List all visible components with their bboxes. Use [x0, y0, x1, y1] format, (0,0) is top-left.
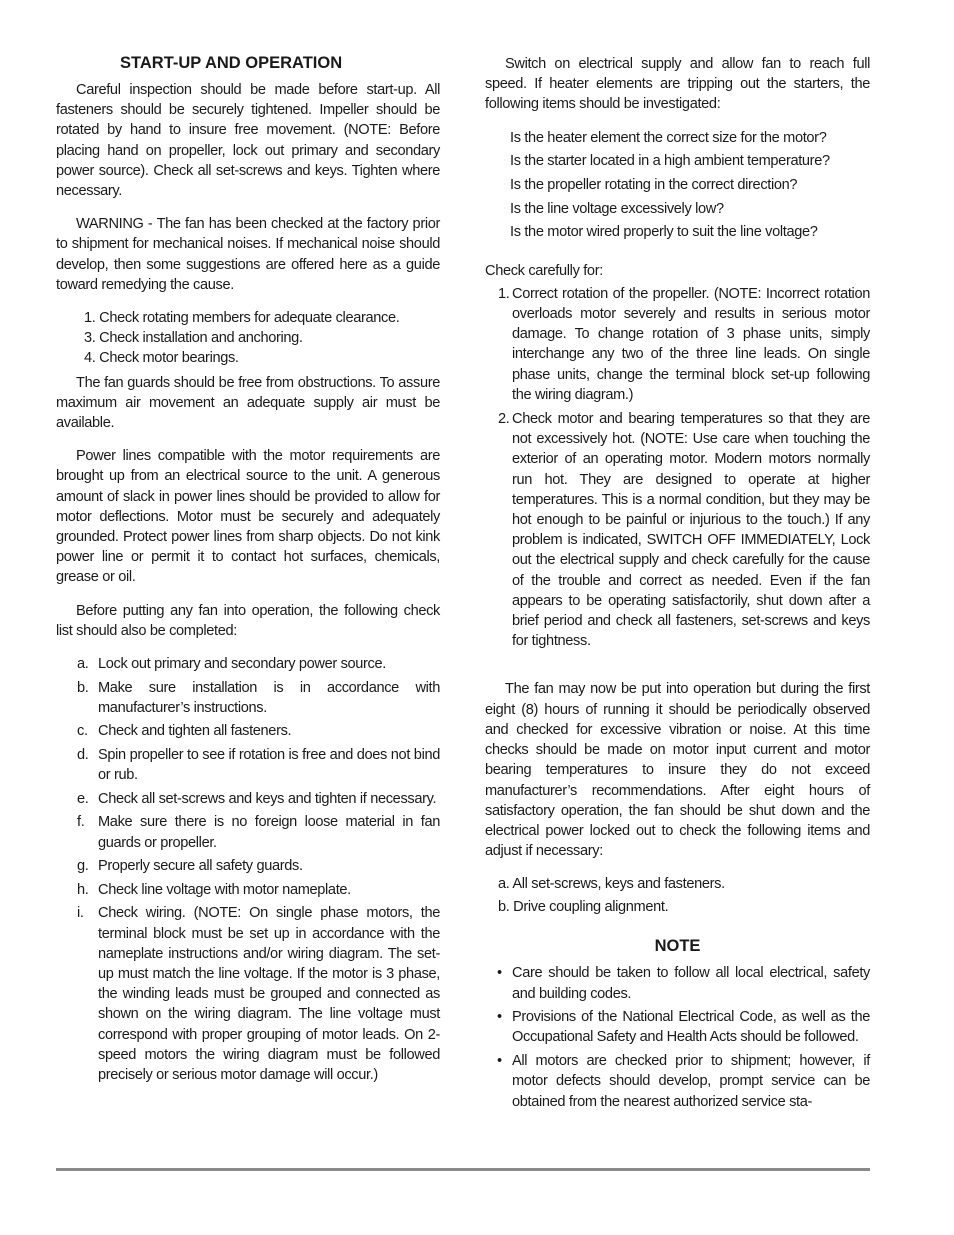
list-item: h. Check line voltage with motor nameplate. [56, 880, 440, 900]
list-marker: a. [77, 656, 89, 673]
list-item: i. Check wiring. (NOTE: On single phase motors, the terminal block must be set up in accordance with the nameplate instructions and/or wiring diagram. The set-up must match the line voltage. If the motor is 3 phase, the winding leads must be grouped and connected as shown on the wiring diagram. The line voltage must correspond with proper grouping of motor leads. On 2-speed motors the wiring diagram must be followed precisely or serious motor damage will occur.) [77, 905, 440, 1084]
list-item: f. Make sure there is no foreign loose material in fan guards or propeller. [77, 814, 440, 851]
list-item: • Care should be taken to follow all local electrical, safety and building codes. [497, 965, 870, 1002]
fan-guards-paragraph: The fan guards should be free from obstructions. To assure maximum air movement an adequate supply air must be available. [56, 374, 440, 432]
noise-check-list [56, 308, 440, 369]
section-heading: START-UP AND OPERATION [120, 54, 343, 72]
check-carefully-label: Check carefully for: [485, 262, 603, 279]
note-list [485, 963, 870, 1111]
investigation-questions [485, 128, 870, 243]
list-marker: 1. [498, 285, 510, 302]
list-item: d. Spin propeller to see if rotation is free and does not bind or rub. [77, 747, 440, 784]
list-item: 1. Correct rotation of the propeller. (NOTE: Incorrect rotation overloads motor severely and results in serious motor damage. To change rotation of 3 phase units, simply interchange any two of the three line leads. On single phase units, change the terminal block set-up following the wiring diagram.) [498, 285, 870, 403]
list-item: Is the propeller rotating in the correct direction? [510, 177, 798, 194]
operation-paragraph: The fan may now be put into operation but during the first eight (8) hours of running it should be periodically observed and checked for excessive vibration or noise. At this time checks should be made on motor input current and motor bearing temperatures to insure they do not exceed manufacturer’s recommendations. After eight hours of satisfactory operation, the fan should be shut down and the electrical power locked out to check the following items and adjust if necessary: [485, 681, 870, 860]
list-marker: g. [77, 858, 89, 875]
list-item: a. Lock out primary and secondary power source. [56, 654, 440, 674]
list-item: • Provisions of the National Electrical Code, as well as the Occupational Safety and Health Acts should be followed. [497, 1009, 870, 1046]
list-item: a. All set-screws, keys and fasteners. [498, 876, 725, 893]
list-item: Is the heater element the correct size for the motor? [510, 129, 827, 146]
bullet-icon: • [497, 1053, 502, 1070]
list-marker: h. [77, 881, 89, 898]
list-item: 2. Check motor and bearing temperatures so that they are not excessively hot. (NOTE: Use care when touching the exterior of an operating motor. Modern motors normally run hot. They are designed to operate at higher temperatures. This is a normal condition, but they may be hot enough to be painful or injurious to the touch.) If any problem is indicated, SWITCH OFF IMMEDIATELY, Lock out the electrical supply and check carefully for the cause of the trouble and correct as needed. Even if the fan appears to be operating satisfactorily, shut down after a brief period and check all fasteners, set-screws and keys for tightness. [498, 411, 870, 650]
inspection-paragraph: Careful inspection should be made before start-up. All fasteners should be securely tightened. Impeller should be rotated by hand to insure free movement. (NOTE: Before placing hand on propeller, lock out primary and secondary power source). Check all set-screws and keys. Tighten where necessary. [56, 82, 440, 200]
list-item: • All motors are checked prior to shipment; however, if motor defects should develop, prompt service can be obtained from the nearest authorized service sta- [497, 1053, 870, 1110]
list-item: Is the line voltage excessively low? [510, 200, 724, 217]
list-marker: e. [77, 790, 89, 807]
bullet-icon: • [497, 1009, 502, 1026]
list-item: Is the starter located in a high ambient temperature? [510, 153, 830, 170]
bullet-icon: • [497, 965, 502, 982]
list-item: b. Make sure installation is in accordance with manufacturer’s instructions. [77, 679, 440, 716]
list-marker: 2. [498, 411, 510, 428]
list-item: 3. Check installation and anchoring. [84, 330, 303, 347]
list-item: Is the motor wired properly to suit the line voltage? [510, 224, 818, 241]
list-item: e. Check all set-screws and keys and tighten if necessary. [56, 789, 440, 809]
checklist-intro-paragraph: Before putting any fan into operation, the following check list should also be completed: [56, 602, 440, 639]
list-marker: i. [77, 905, 84, 922]
list-item: c. Check and tighten all fasteners. [56, 721, 440, 741]
left-column [56, 52, 440, 1089]
list-item: g. Properly secure all safety guards. [56, 856, 440, 876]
list-marker: b. [77, 679, 89, 696]
adjust-list [485, 874, 870, 917]
warning-paragraph: WARNING - The fan has been checked at the factory prior to shipment for mechanical noises. If mechanical noise should develop, then some suggestions are offered here as a guide toward remedying the cause. [56, 216, 440, 293]
pre-operation-checklist [56, 654, 440, 1085]
supply-paragraph: Switch on electrical supply and allow fan to reach full speed. If heater elements are tripping out the starters, the following items should be investigated: [485, 56, 870, 113]
list-item: 1. Check rotating members for adequate clearance. [84, 310, 400, 327]
list-marker: c. [77, 723, 88, 740]
careful-check-list [485, 284, 870, 652]
note-heading: NOTE [654, 937, 701, 956]
power-lines-paragraph: Power lines compatible with the motor requirements are brought up from an electrical source to the unit. A generous amount of slack in power lines should be provided to allow for motor deflections. Motor must be securely and adequately grounded. Protect power lines from sharp objects. Do not kink power line or permit it to contact hot surfaces, chemicals, grease or oil. [56, 448, 440, 586]
right-column [485, 52, 870, 1115]
list-item: b. Drive coupling alignment. [498, 899, 669, 916]
list-marker: f. [77, 814, 85, 831]
list-marker: d. [77, 747, 89, 764]
list-item: 4. Check motor bearings. [84, 350, 239, 367]
footer-rule [56, 1168, 870, 1171]
